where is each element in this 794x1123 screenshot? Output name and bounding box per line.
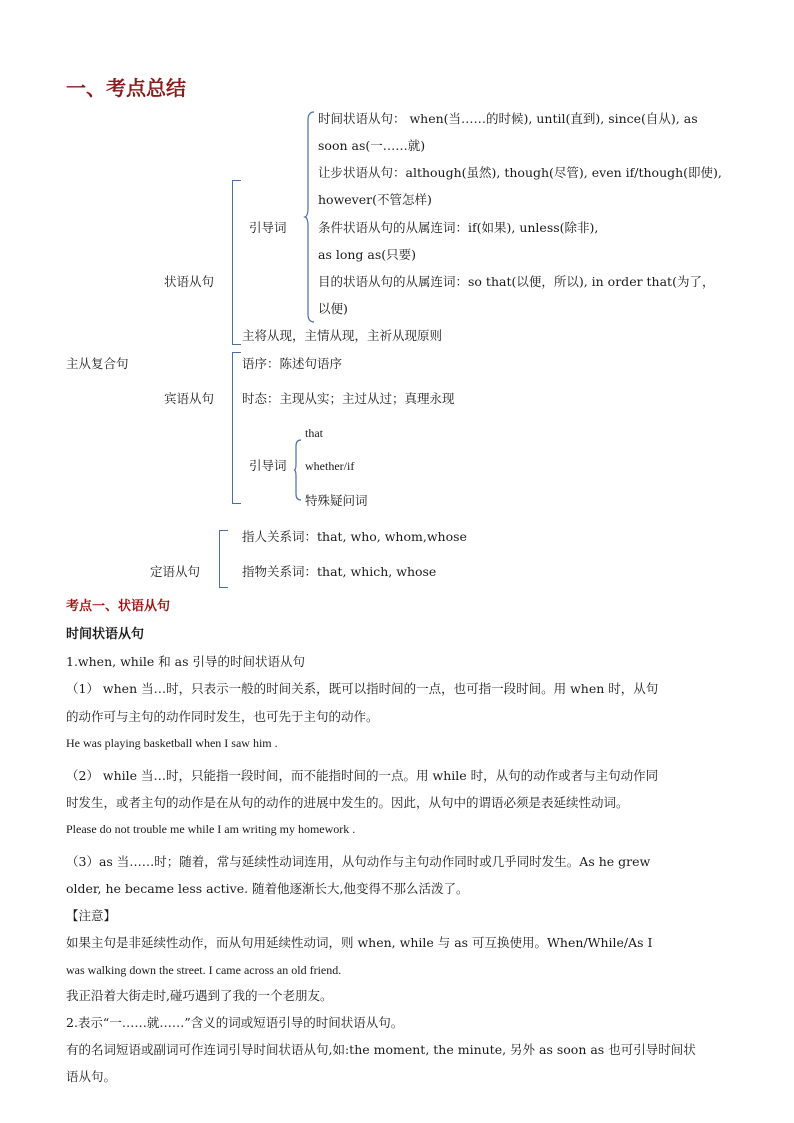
tense-principle: 主将从现，主情从现，主祈从现原则 (242, 328, 443, 343)
when-paragraph-line2: 的动作可与主句的动作同时发生，也可先于主句的动作。 (66, 709, 379, 724)
purpose-clause-line1: 目的状语从句的从属连词：so that(以便，所以), in order that(为了， (318, 274, 715, 289)
while-paragraph-line1: （2） while 当…时，只能指一段时间，而不能指时间的一点。用 while 时，从句的动作或者与主句动作同 (66, 768, 659, 783)
purpose-clause-line2: 以便) (318, 301, 348, 316)
adverbial-brace (232, 180, 241, 345)
intro-brace (305, 112, 315, 322)
point-2-line2: 语从句。 (66, 1069, 117, 1084)
attributive-clause-label: 定语从句 (150, 564, 201, 579)
attributive-brace (219, 530, 228, 588)
point-2-line1: 有的名词短语或副词可作连词引导时间状语从句,如:the moment, the minute, 另外 as soon as 也可引导时间状 (66, 1042, 696, 1057)
time-clause-line2: soon as(一……就) (318, 138, 426, 153)
condition-clause-line1: 条件状语从句的从属连词：if(如果), unless(除非), (318, 220, 599, 235)
while-paragraph-line2: 时发生，或者主句的动作是在从句的动作的进展中发生的。因此，从句中的谓语必须是表延续性动词。 (66, 795, 629, 810)
object-tense: 时态：主现从实；主过从过；真理永现 (242, 391, 455, 406)
section-subtitle: 时间状语从句 (66, 627, 145, 642)
page-heading: 一、考点总结 (66, 76, 186, 100)
note-line2: was walking down the street. I came across an old friend. (66, 963, 342, 977)
object-intro-brace (294, 440, 302, 500)
when-paragraph-line1: （1） when 当…时，只表示一般的时间关系，既可以指时间的一点，也可指一段时间。用 when 时，从句 (66, 681, 659, 696)
note-label: 【注意】 (66, 908, 117, 923)
concession-clause-line1: 让步状语从句：although(虽然), though(尽管), even if/though(即使), (318, 165, 722, 180)
as-paragraph-line2: older, he became less active. 随着他逐渐长大,他变得不那么活泼了。 (66, 881, 469, 896)
attr-thing-relatives: 指物关系词：that, which, whose (242, 564, 437, 579)
when-example: He was playing basketball when I saw him . (66, 736, 278, 750)
as-paragraph-line1: （3）as 当……时；随着，常与延续性动词连用，从句动作与主句动作同时或几乎同时发生。As he grew (66, 854, 651, 869)
section-title: 考点一、状语从句 (66, 599, 171, 614)
object-intro-label: 引导词 (249, 458, 287, 473)
point-2-heading: 2.表示“一……就……”含义的词或短语引导的时间状语从句。 (66, 1015, 404, 1030)
adverbial-clause-label: 状语从句 (164, 274, 215, 289)
object-brace (232, 352, 241, 504)
note-translation: 我正沿着大街走时,碰巧遇到了我的一个老朋友。 (66, 988, 333, 1003)
adverbial-intro-label: 引导词 (249, 220, 287, 235)
attr-person-relatives: 指人关系词：that, who, whom,whose (242, 529, 467, 544)
while-example: Please do not trouble me while I am writing my homework . (66, 822, 356, 836)
time-clause-line1: 时间状语从句： when(当……的时候), until(直到), since(自从), as (318, 111, 698, 126)
object-order: 语序：陈述句语序 (242, 356, 343, 371)
concession-clause-line2: however(不管怎样) (318, 192, 432, 207)
object-clause-label: 宾语从句 (164, 391, 215, 406)
condition-clause-line2: as long as(只要) (318, 247, 417, 262)
object-intro-that: that (305, 426, 323, 440)
object-intro-whether: whether/if (305, 459, 355, 473)
object-intro-wh: 特殊疑问词 (305, 493, 368, 508)
note-line1: 如果主句是非延续性动作，而从句用延续性动词，则 when, while 与 as 可互换使用。When/While/As I (66, 935, 653, 950)
complex-sentence-label: 主从复合句 (66, 356, 129, 371)
point-1-heading: 1.when, while 和 as 引导的时间状语从句 (66, 654, 306, 669)
